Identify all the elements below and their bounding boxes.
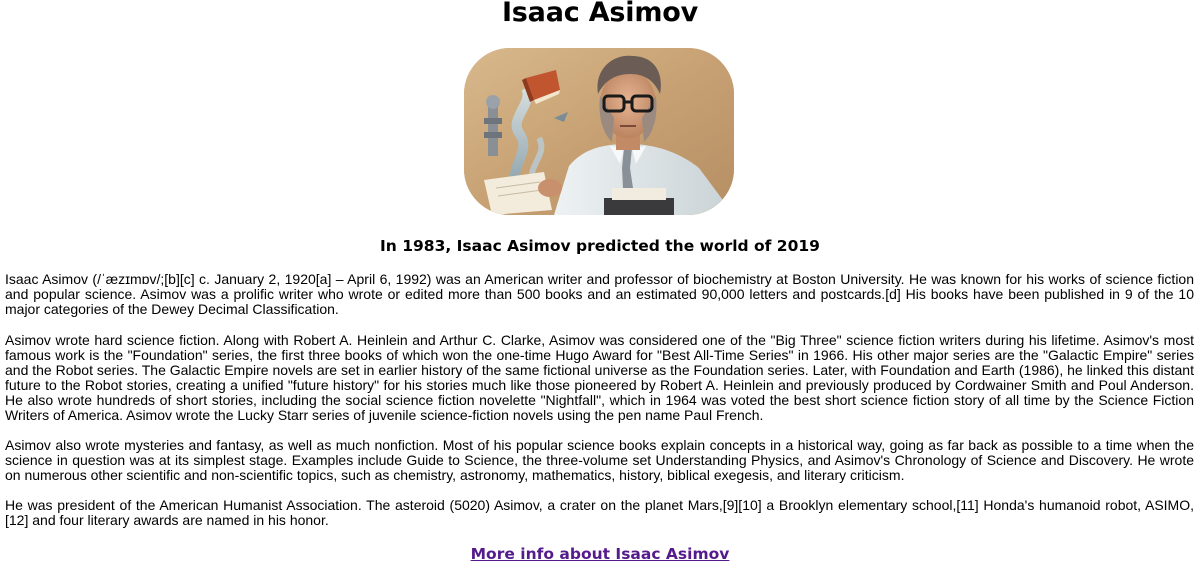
portrait-image (464, 48, 734, 215)
bio-paragraph-4: He was president of the American Humanist Association. The asteroid (5020) Asimov, a crater on the planet Mars,[9][10] a Brooklyn elementary school,[11] Honda's humanoid robot, ASIMO,[12] and four literary awards are named in his honor. (5, 497, 1194, 528)
bio-paragraph-1: Isaac Asimov (/ˈæzɪmɒv/;[b][c] c. January 2, 1920[a] – April 6, 1992) was an American writer and professor of biochemistry at Boston University. He was known for his works of science fiction and popular science. Asimov was a prolific writer who wrote or edited more than 500 books and an estimated 90,000 letters and postcards.[d] His books have been published in 9 of the 10 major categories of the Dewey Decimal Classification. (5, 271, 1194, 317)
more-info-container (0, 544, 1200, 564)
bio-paragraph-3: Asimov also wrote mysteries and fantasy, as well as much nonfiction. Most of his popular science books explain concepts in a historical way, going as far back as possible to a time when the science in question was at its simplest stage. Examples include Guide to Science, the three-volume set Understanding Physics, and Asimov's Chronology of Science and Discovery. He wrote on numerous other scientific and non-scientific topics, such as chemistry, astronomy, mathematics, history, biblical exegesis, and literary criticism. (5, 437, 1194, 483)
more-info-link[interactable]: More info about Isaac Asimov (470, 545, 730, 563)
article-subtitle: In 1983, Isaac Asimov predicted the world of 2019 (380, 237, 820, 255)
page-title: Isaac Asimov (501, 0, 699, 28)
bio-paragraph-2: Asimov wrote hard science fiction. Along with Robert A. Heinlein and Arthur C. Clarke, Asimov was considered one of the "Big Three" science fiction writers during his lifetime. Asimov's most famous work is the "Foundation" series, the first three books of which won the one-time Hugo Award for "Best All-Time Series" in 1966. His other major series are the "Galactic Empire" series and the Robot series. The Galactic Empire novels are set in earlier history of the same fictional universe as the Foundation series. Later, with Foundation and Earth (1986), he linked this distant future to the Robot stories, creating a unified "future history" for his stories much like those pioneered by Robert A. Heinlein and previously produced by Cordwainer Smith and Poul Anderson. He also wrote hundreds of short stories, including the social science fiction novelette "Nightfall", which in 1964 was voted the best short science fiction story of all time by the Science Fiction Writers of America. Asimov wrote the Lucky Starr series of juvenile science-fiction novels using the pen name Paul French. (5, 332, 1194, 423)
